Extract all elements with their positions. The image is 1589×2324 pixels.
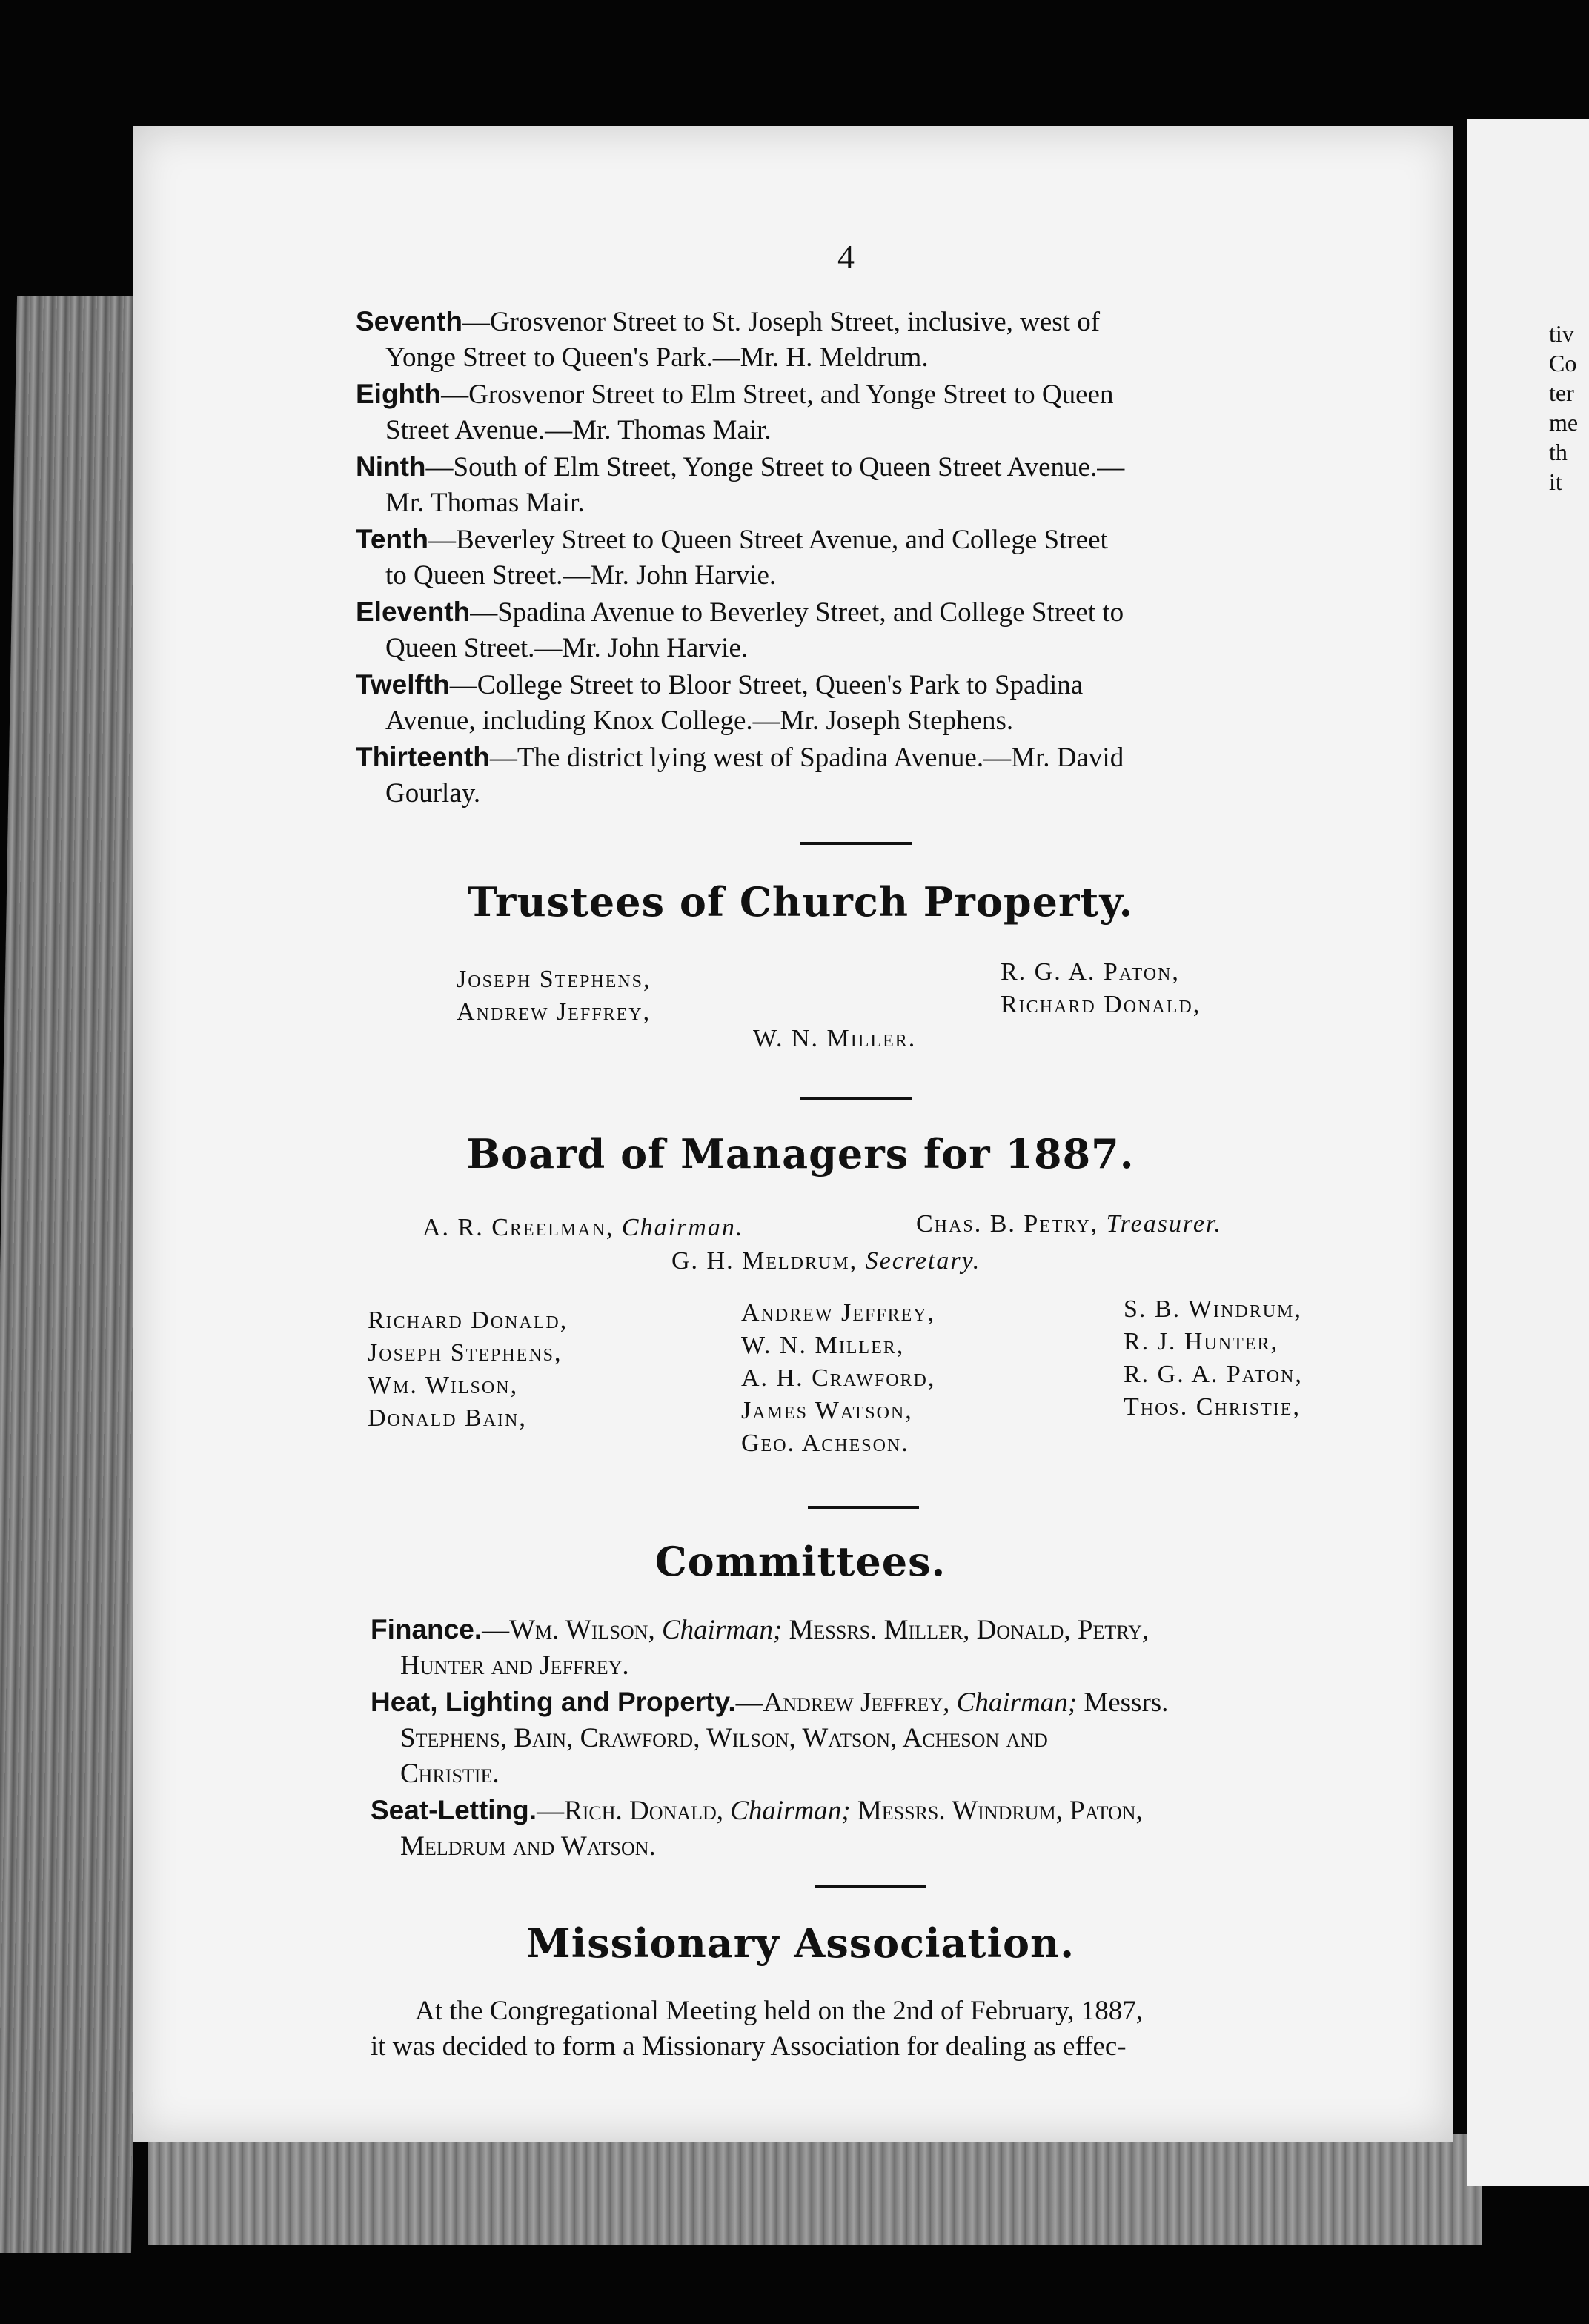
district-entry: Seventh—Grosvenor Street to St. Joseph Street, inclusive, west of Yonge Street to Queen's Park.—Mr. H. Meldrum.: [356, 306, 1101, 373]
committee-finance: Finance.—Wm. Wilson, Chairman; Messrs. Miller, Donald, Petry, Hunter and Jeffrey.: [371, 1614, 1150, 1681]
board-member: W. N. Miller,: [741, 1332, 905, 1359]
board-member: Donald Bain,: [368, 1404, 527, 1432]
board-member: R. G. A. Paton,: [1124, 1361, 1303, 1388]
book-edge-bottom: [148, 2134, 1482, 2245]
committee-heat: Heat, Lighting and Property.—Andrew Jeffrey, Chairman; Messrs. Stephens, Bain, Crawford, Wilson, Watson, Acheson and Christie.: [371, 1687, 1169, 1789]
trustee-name: Joseph Stephens,: [457, 966, 651, 993]
district-entry: Twelfth—College Street to Bloor Street, Queen's Park to Spadina Avenue, including Knox College.—Mr. Joseph Stephens.: [356, 669, 1084, 736]
trustee-name: Richard Donald,: [1001, 991, 1201, 1018]
district-entry: Tenth—Beverley Street to Queen Street Avenue, and College Street to Queen Street.—Mr. John Harvie.: [356, 524, 1108, 591]
committees-heading: Committees.: [654, 1538, 946, 1585]
missionary-heading: Missionary Association.: [525, 1919, 1075, 1967]
page: [133, 126, 1453, 2142]
facing-page-text: tiv Co ter me th it: [1549, 320, 1579, 495]
trustee-name: R. G. A. Paton,: [1001, 958, 1180, 986]
board-member: Geo. Acheson.: [741, 1430, 909, 1457]
section-divider: [808, 1506, 919, 1509]
board-treasurer: Chas. B. Petry, Treasurer.: [916, 1210, 1222, 1238]
board-secretary: G. H. Meldrum, Secretary.: [671, 1247, 981, 1275]
board-member: Richard Donald,: [368, 1307, 568, 1334]
section-divider: [815, 1885, 926, 1888]
district-entry: Eighth—Grosvenor Street to Elm Street, and Yonge Street to Queen Street Avenue.—Mr. Thomas Mair.: [356, 379, 1114, 445]
board-member: Thos. Christie,: [1124, 1393, 1301, 1421]
board-member: Wm. Wilson,: [368, 1372, 519, 1399]
board-member: A. H. Crawford,: [741, 1364, 936, 1392]
section-divider: [800, 842, 912, 845]
board-member: Joseph Stephens,: [368, 1339, 563, 1367]
trustees-heading: Trustees of Church Property.: [467, 878, 1134, 926]
board-member: James Watson,: [741, 1397, 913, 1424]
board-member: Andrew Jeffrey,: [741, 1299, 936, 1327]
trustee-name: W. N. Miller.: [753, 1025, 917, 1052]
board-member: S. B. Windrum,: [1124, 1295, 1302, 1323]
district-entry: Eleventh—Spadina Avenue to Beverley Street, and College Street to Queen Street.—Mr. John Harvie.: [356, 597, 1124, 663]
board-heading: Board of Managers for 1887.: [466, 1130, 1135, 1178]
trustee-name: Andrew Jeffrey,: [457, 998, 651, 1026]
board-member: R. J. Hunter,: [1124, 1328, 1278, 1355]
district-entry: Thirteenth—The district lying west of Spadina Avenue.—Mr. David Gourlay.: [356, 742, 1124, 809]
section-divider: [800, 1097, 912, 1100]
board-chairman: A. R. Creelman, Chairman.: [422, 1214, 744, 1241]
committee-seat-letting: Seat-Letting.—Rich. Donald, Chairman; Messrs. Windrum, Paton, Meldrum and Watson.: [371, 1795, 1143, 1862]
district-entry: Ninth—South of Elm Street, Yonge Street to Queen Street Avenue.— Mr. Thomas Mair.: [356, 451, 1125, 518]
missionary-paragraph: At the Congregational Meeting held on the 2nd of February, 1887, it was decided to form a Missionary Association for dealing as effec-: [371, 1996, 1143, 2062]
page-number: 4: [837, 238, 855, 276]
